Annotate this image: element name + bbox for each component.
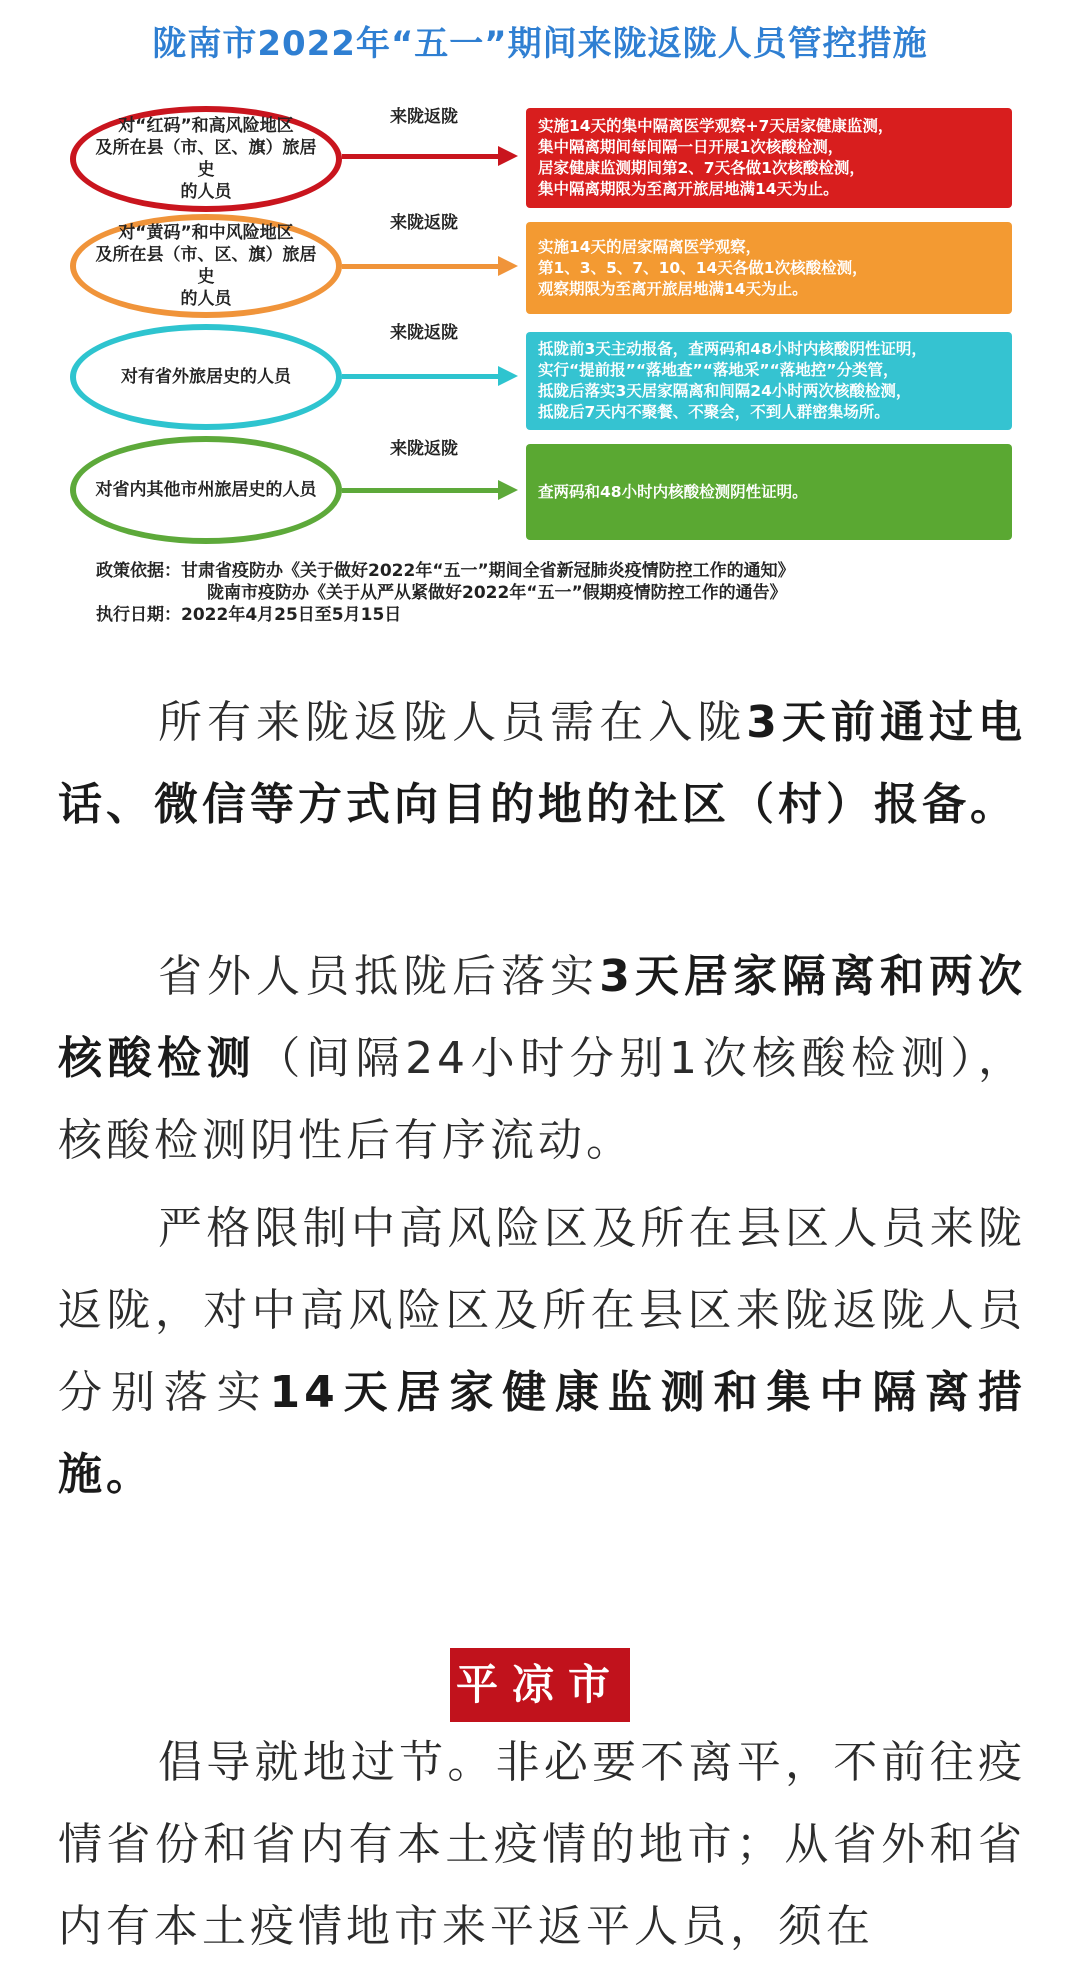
oval-line: 的人员 bbox=[180, 182, 232, 202]
box-line: 抵陇前3天主动报备，查两码和48小时内核酸阴性证明， bbox=[538, 340, 927, 358]
oval-line: 及所在县（市、区、旗）旅居史 bbox=[95, 138, 317, 180]
route-label: 来陇返陇 bbox=[390, 107, 458, 127]
box-line: 集中隔离期间每间隔一日开展1次核酸检测， bbox=[538, 138, 844, 156]
paragraph-bold-text: 3天前通过电话、微信等方式向目的地的社区（村）报备。 bbox=[58, 697, 1026, 830]
paragraph-text: 省外人员抵陇后落实 bbox=[158, 951, 600, 1002]
arrow-right-icon bbox=[498, 480, 518, 500]
arrow-right-icon bbox=[498, 146, 518, 166]
arrow-line bbox=[342, 374, 502, 379]
route-label: 来陇返陇 bbox=[390, 439, 458, 459]
paragraph-bold-text: 14天居家健康监测和集中隔离措施。 bbox=[58, 1367, 1027, 1500]
paragraph-text: 严格限制中高风险区及所在县区人员来陇返陇，对中高风险区及所在县区来陇返陇人员分别落实 bbox=[58, 1203, 1026, 1418]
paragraph-text: （间隔24小时分别1次核酸检测），核酸检测阴性后有序流动。 bbox=[58, 1033, 1027, 1166]
oval-line: 及所在县（市、区、旗）旅居史 bbox=[95, 245, 317, 287]
measure-box-cyan bbox=[526, 332, 1012, 430]
arrow-line bbox=[342, 154, 502, 159]
city-heading bbox=[0, 1648, 1080, 1722]
oval-line: 对有省外旅居史的人员 bbox=[121, 367, 291, 387]
box-line: 实施14天的居家隔离医学观察， bbox=[538, 237, 762, 256]
paragraph-bold-text: 3天居家隔离和两次核酸检测 bbox=[58, 951, 1026, 1084]
infographic-title: 陇南市2022年“五一”期间来陇返陇人员管控措施 bbox=[152, 24, 928, 64]
box-line: 实施14天的集中隔离医学观察+7天居家健康监测， bbox=[538, 117, 894, 135]
category-oval-green bbox=[70, 436, 342, 544]
category-oval-orange bbox=[70, 214, 342, 318]
execution-date: 执行日期：2022年4月25日至5月15日 bbox=[96, 605, 402, 625]
box-line: 观察期限为至离开旅居地满14天为止。 bbox=[538, 279, 808, 298]
arrow-right-icon bbox=[498, 256, 518, 276]
arrow-right-icon bbox=[498, 366, 518, 386]
measure-box-red bbox=[526, 108, 1012, 208]
paragraph-risk-areas bbox=[58, 1188, 1026, 1516]
control-measures-infographic bbox=[0, 0, 1080, 660]
policy-line: 政策依据：甘肃省疫防办《关于做好2022年“五一”期间全省新冠肺炎疫情防控工作的通知》 bbox=[96, 561, 795, 581]
category-oval-red bbox=[70, 106, 342, 212]
policy-basis bbox=[96, 560, 795, 626]
box-line: 抵陇后落实3天居家隔离和间隔24小时两次核酸检测， bbox=[538, 382, 912, 400]
arrow-line bbox=[342, 264, 502, 269]
route-label: 来陇返陇 bbox=[390, 213, 458, 233]
paragraph-report-in-advance bbox=[58, 682, 1026, 846]
category-oval-cyan bbox=[70, 324, 342, 430]
arrow-line bbox=[342, 488, 502, 493]
oval-line: 对“红码”和高风险地区 bbox=[118, 116, 294, 136]
paragraph-text: 所有来陇返陇人员需在入陇 bbox=[158, 697, 747, 748]
box-line: 居家健康监测期间第2、7天各做1次核酸检测， bbox=[538, 159, 865, 177]
oval-line: 对省内其他市州旅居史的人员 bbox=[95, 480, 317, 500]
box-line: 第1、3、5、7、10、14天各做1次核酸检测， bbox=[538, 258, 868, 277]
oval-line: 对“黄码”和中风险地区 bbox=[118, 223, 294, 243]
policy-line: 陇南市疫防办《关于从严从紧做好2022年“五一”假期疫情防控工作的通告》 bbox=[207, 583, 787, 603]
box-line: 集中隔离期限为至离开旅居地满14天为止。 bbox=[538, 180, 839, 198]
box-line: 实行“提前报”“落地查”“落地采”“落地控”分类管， bbox=[538, 361, 899, 379]
measure-box-green bbox=[526, 444, 1012, 540]
paragraph-text: 倡导就地过节。非必要不离平，不前往疫情省份和省内有本土疫情的地市；从省外和省内有本土疫情地市来平返平人员，须在 bbox=[58, 1737, 1026, 1952]
route-label: 来陇返陇 bbox=[390, 323, 458, 343]
paragraph-pingliang bbox=[58, 1722, 1026, 1968]
box-line: 查两码和48小时内核酸检测阴性证明。 bbox=[538, 482, 808, 501]
city-title-badge: 平凉市 bbox=[450, 1648, 630, 1722]
box-line: 抵陇后7天内不聚餐、不聚会，不到人群密集场所。 bbox=[538, 403, 890, 421]
paragraph-out-of-province bbox=[58, 936, 1026, 1182]
oval-line: 的人员 bbox=[180, 289, 232, 309]
measure-box-orange bbox=[526, 222, 1012, 314]
